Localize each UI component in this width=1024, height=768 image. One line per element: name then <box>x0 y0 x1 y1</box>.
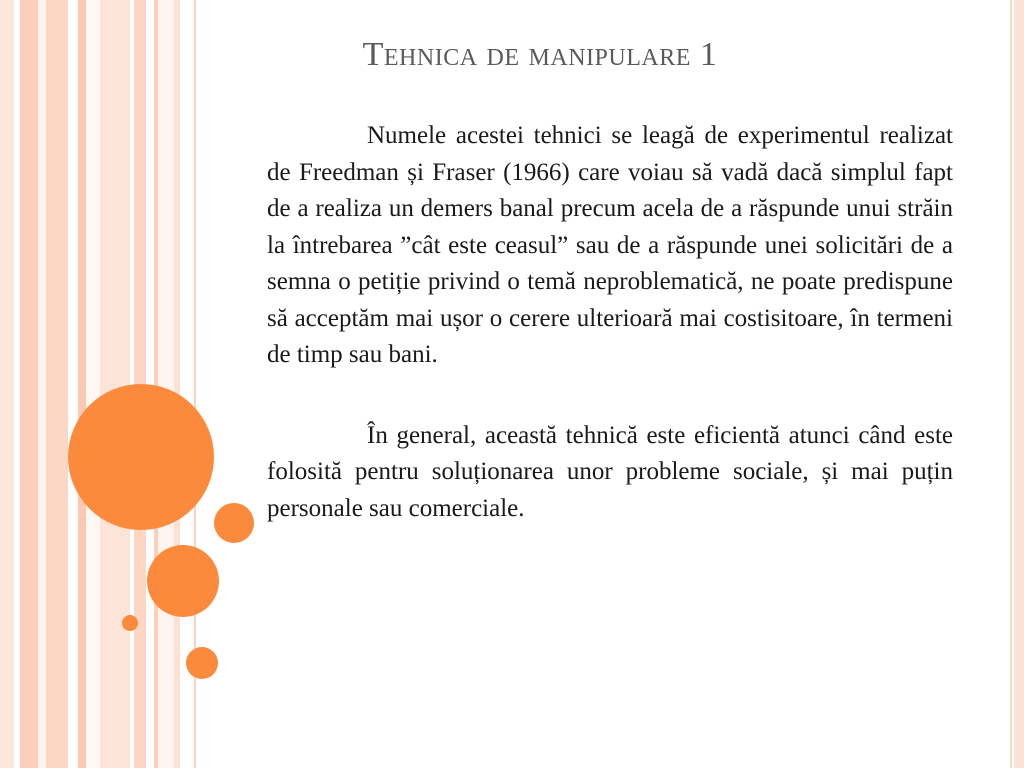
slide-title: Tehnica de manipulare 1 <box>362 36 718 73</box>
slide-body <box>267 118 953 527</box>
paragraph-2: În general, această tehnică este eficientă atunci când este folosită pentru soluționarea unor probleme sociale, și mai puțin personale sau comerciale. <box>267 421 953 522</box>
left-stripes-decoration <box>0 0 210 768</box>
right-border-decoration <box>1014 0 1024 768</box>
large-circle-decoration <box>68 384 214 530</box>
tiny-circle-decoration <box>122 615 138 631</box>
right-border-line <box>1010 0 1012 768</box>
small-circle-decoration-2 <box>186 647 218 679</box>
paragraph-1: Numele acestei tehnici se leagă de experimentul realizat de Freedman și Fraser (1966) care voiau să vadă dacă simplul fapt de a realiza un demers banal precum acela de a răspunde unui străin la întrebarea ”cât este ceasul” sau de a răspunde unei solicitări de a semna o petiție privind o temă neproblematică, ne poate predispune să acceptăm mai ușor o cerere ulterioară mai costisitoare, în termeni de timp sau bani. <box>267 122 953 368</box>
medium-circle-decoration <box>147 545 219 617</box>
small-circle-decoration <box>214 503 254 543</box>
